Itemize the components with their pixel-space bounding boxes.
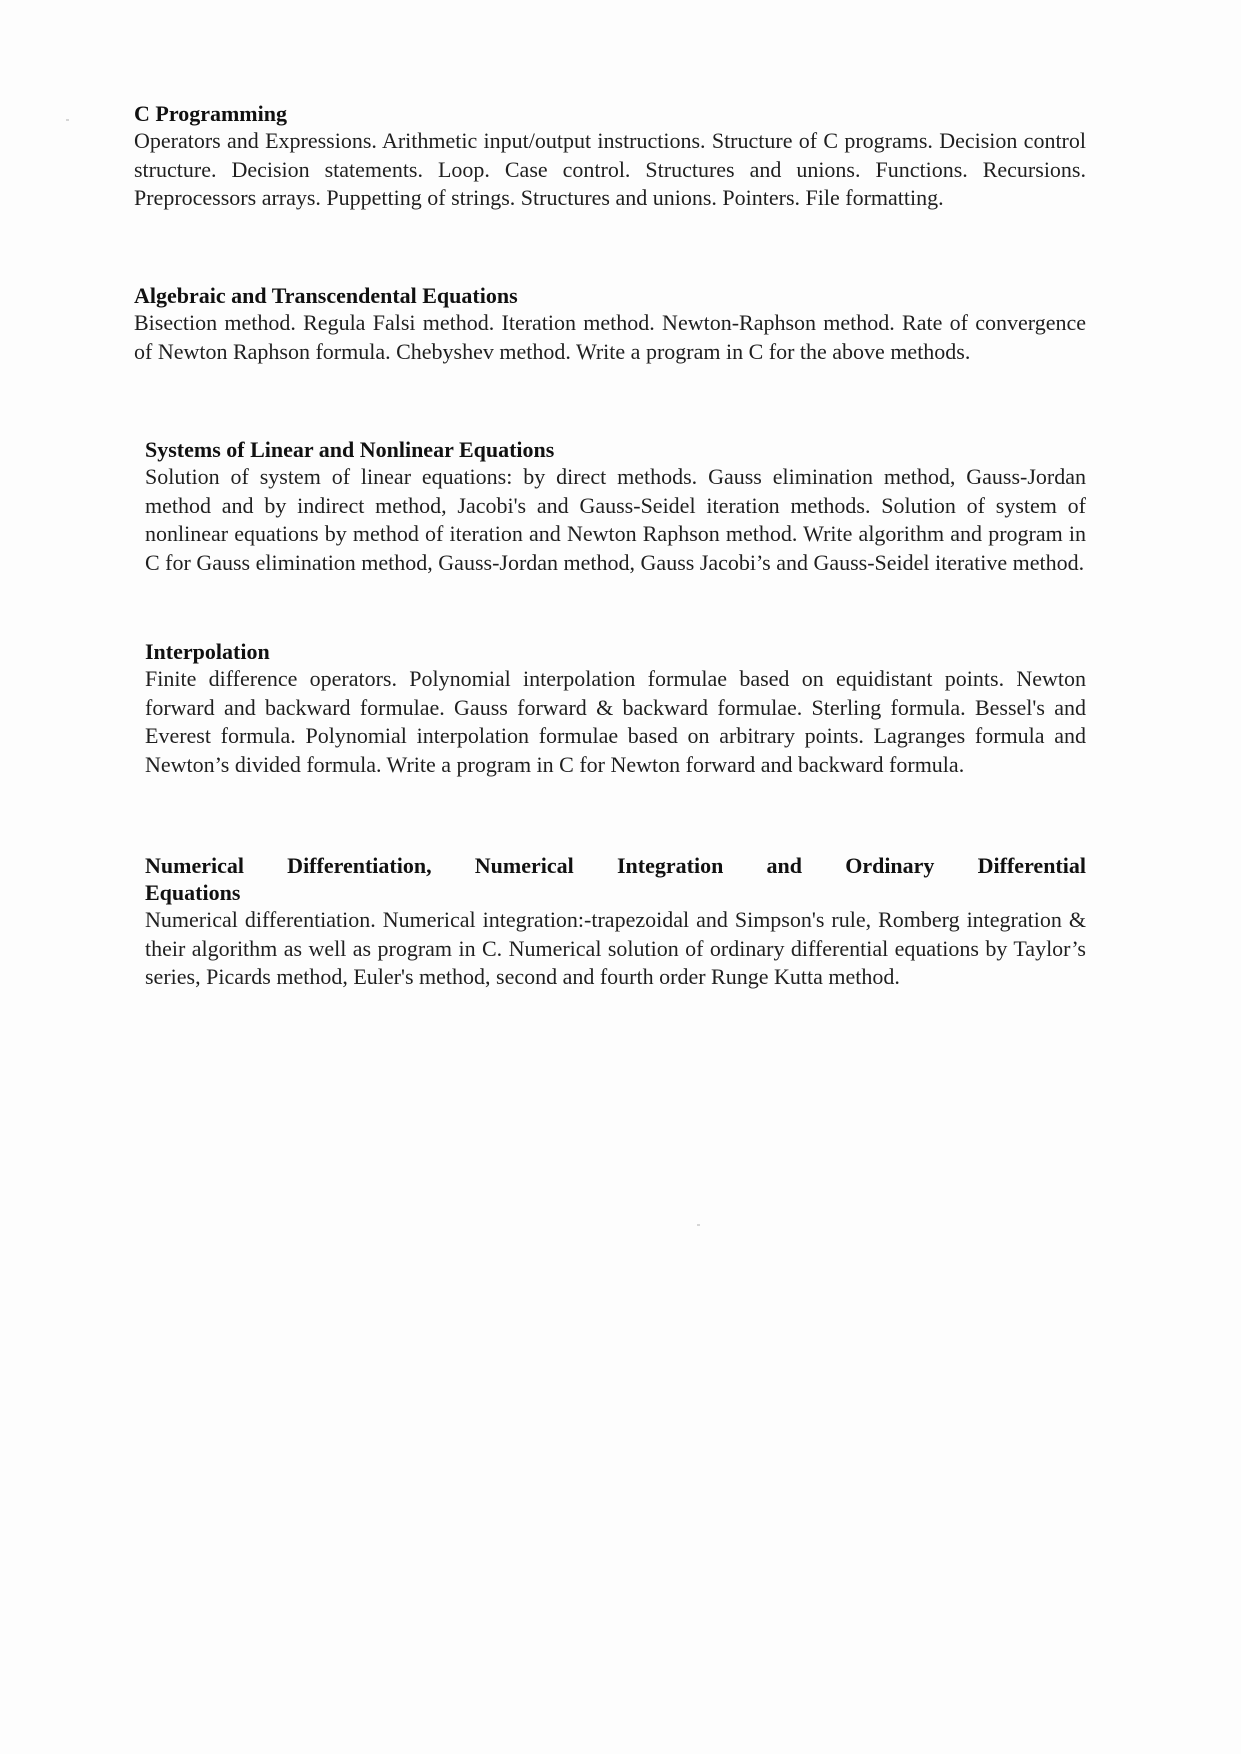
section-heading: Interpolation (145, 639, 270, 664)
section-body: Bisection method. Regula Falsi method. Iteration method. Newton-Raphson method. Rate of convergence of Newton Raphson formula. Chebyshev method. Write a program in C for the above methods. (134, 310, 1086, 364)
section-heading-line-1: Numerical Differentiation, Numerical Integration and Ordinary Differential (145, 853, 1086, 878)
section-body: Finite difference operators. Polynomial interpolation formulae based on equidistant points. Newton forward and backward formulae. Gauss forward & backward formulae. Sterling formula. Bessel's and Everest formula. Polynomial interpolation formulae based on arbitrary points. Lagranges formula and Newton’s divided formula. Write a program in C for Newton forward and backward formula. (145, 666, 1086, 777)
section-heading-line-2: Equations (145, 880, 241, 905)
section-c-programming (134, 100, 1086, 213)
section-interpolation (145, 638, 1086, 779)
section-heading: Systems of Linear and Nonlinear Equations (145, 437, 555, 462)
scan-speck (697, 1224, 700, 1226)
section-algebraic-transcendental (134, 282, 1086, 366)
section-body: Numerical differentiation. Numerical integration:-trapezoidal and Simpson's rule, Romberg integration & their algorithm as well as program in C. Numerical solution of ordinary differential equations by Taylor’s series, Picards method, Euler's method, second and fourth order Runge Kutta method. (145, 907, 1086, 989)
section-heading: C Programming (134, 101, 287, 126)
section-body: Solution of system of linear equations: by direct methods. Gauss elimination method, Gauss-Jordan method and by indirect method, Jacobi's and Gauss-Seidel iteration methods. Solution of system of nonlinear equations by method of iteration and Newton Raphson method. Write algorithm and program in C for Gauss elimination method, Gauss-Jordan method, Gauss Jacobi’s and Gauss-Seidel iterative method. (145, 464, 1086, 575)
section-linear-nonlinear-systems (145, 436, 1086, 577)
scan-speck (66, 119, 69, 121)
section-heading: Algebraic and Transcendental Equations (134, 283, 518, 308)
section-numerical-methods (145, 852, 1086, 992)
section-body: Operators and Expressions. Arithmetic input/output instructions. Structure of C programs. Decision control structure. Decision statements. Loop. Case control. Structures and unions. Functions. Recursions. Preprocessors arrays. Puppetting of strings. Structures and unions. Pointers. File formatting. (134, 128, 1086, 210)
